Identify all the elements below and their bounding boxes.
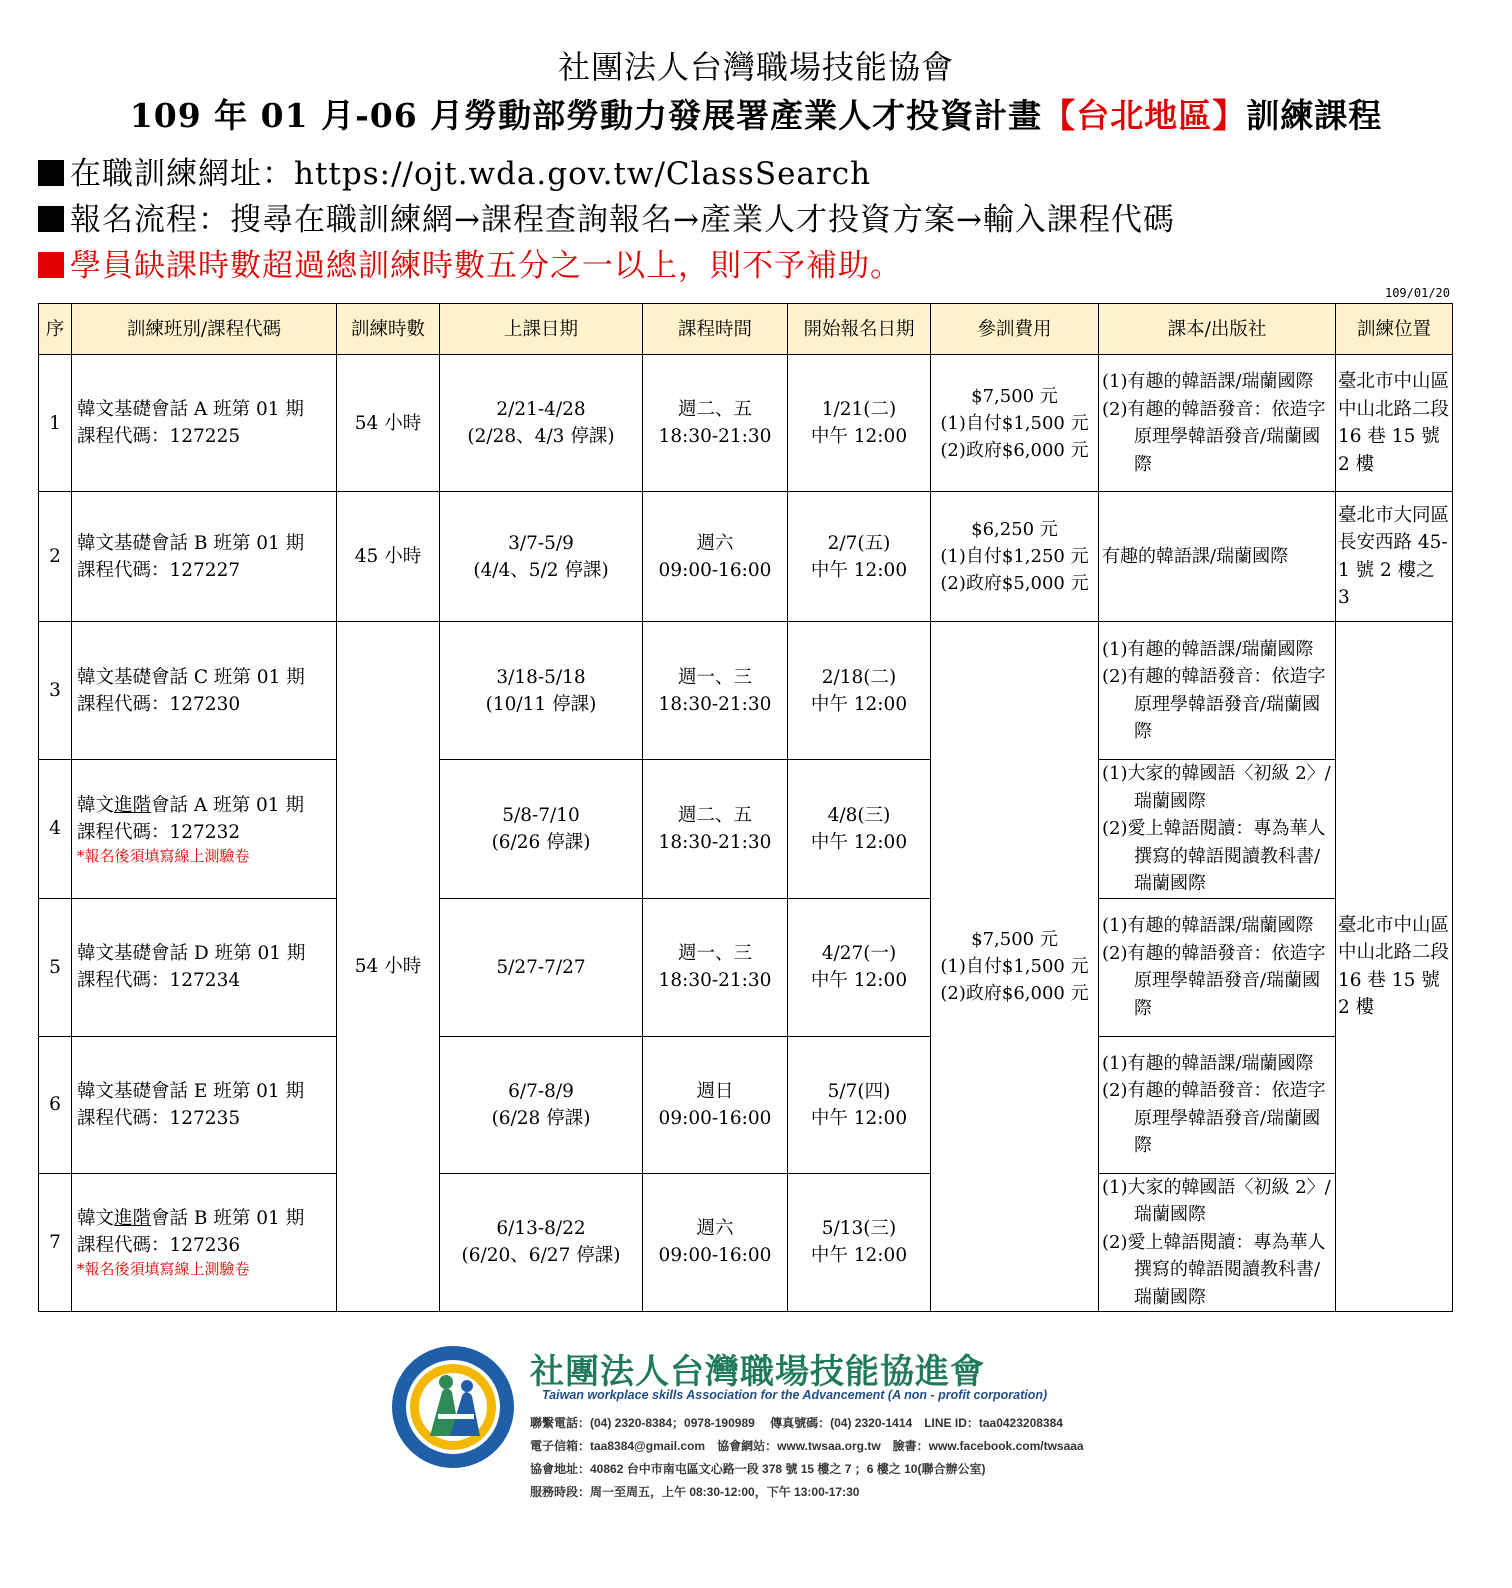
- book-item: (2)愛上韓語閱讀：專為華人撰寫的韓語閱讀教科書/瑞蘭國際: [1102, 818, 1326, 894]
- warning-text: 學員缺課時數超過總訓練時數五分之一以上，則不予補助。: [70, 248, 902, 284]
- fee-self: (1)自付$1,500 元: [940, 956, 1089, 977]
- class-name: 韓文基礎會話 E 班第 01 期: [77, 1080, 305, 1102]
- date-range: 3/7-5/9: [508, 532, 574, 554]
- location-cell: 臺北市大同區長安西路 45-1 號 2 樓之 3: [1336, 492, 1453, 622]
- time-range: 09:00-16:00: [658, 559, 772, 581]
- header-location: 訓練位置: [1336, 304, 1453, 355]
- book-item: (2)愛上韓語閱讀：專為華人撰寫的韓語閱讀教科書/瑞蘭國際: [1102, 1231, 1326, 1308]
- dates-cell: [440, 622, 643, 760]
- square-bullet-icon: [38, 252, 64, 278]
- main-title-suffix: 訓練課程: [1246, 96, 1383, 135]
- row-number: 1: [39, 355, 72, 492]
- time-range: 18:30-21:30: [658, 831, 772, 853]
- class-name: 韓文基礎會話 A 班第 01 期: [77, 399, 304, 420]
- time-cell: [643, 898, 788, 1036]
- course-table: [38, 303, 1453, 1312]
- row-number: 3: [39, 622, 72, 760]
- time-cell: [643, 492, 788, 622]
- book-item: 有趣的韓語課/瑞蘭國際: [1102, 545, 1289, 567]
- table-header-row: [39, 304, 1453, 355]
- time-range: 09:00-16:00: [658, 1245, 772, 1267]
- class-name-suffix: 會話 A 班第 01 期: [151, 794, 304, 816]
- registration-cell: [788, 898, 931, 1036]
- book-cell: [1099, 898, 1336, 1036]
- table-row: [39, 760, 1453, 899]
- date-range: 5/27-7/27: [496, 956, 586, 978]
- book-item: (1)有趣的韓語課/瑞蘭國際: [1102, 371, 1314, 392]
- contact-phone: 聯繫電話：(04) 2320-8384；0978-190989 傳真號碼：(04) 2320-1414 LINE ID：taa0423208384: [530, 1416, 1063, 1430]
- date-suspended: (6/28 停課): [491, 1107, 591, 1129]
- book-cell: [1099, 355, 1336, 492]
- book-item: (1)有趣的韓語課/瑞蘭國際: [1102, 915, 1314, 936]
- header-no: 序: [39, 304, 72, 355]
- course-code: 課程代碼：127236: [77, 1235, 241, 1257]
- course-code: 課程代碼：127227: [77, 559, 241, 581]
- date-range: 2/21-4/28: [496, 399, 586, 420]
- class-cell: [72, 898, 337, 1036]
- class-name-prefix: 韓文: [77, 794, 115, 816]
- table-row: [39, 492, 1453, 622]
- main-title-prefix: 109 年 01 月-06 月勞動部勞動力發展署產業人才投資計畫: [129, 96, 1043, 135]
- contact-email: 電子信箱：taa8384@gmail.com 協會網站：www.twsaa.org.tw 臉書：www.facebook.com/twsaaa: [530, 1439, 1084, 1453]
- time-cell: [643, 1173, 788, 1312]
- registration-cell: [788, 622, 931, 760]
- row-number: 5: [39, 898, 72, 1036]
- weekday: 週二、五: [677, 804, 752, 826]
- header-registration: 開始報名日期: [788, 304, 931, 355]
- class-name: [77, 792, 336, 819]
- time-cell: [643, 1036, 788, 1173]
- reg-date: 4/8(三): [827, 804, 891, 826]
- weekday: 週二、五: [677, 399, 752, 420]
- reg-time: 中午 12:00: [810, 1245, 908, 1267]
- hours-cell: 45 小時: [337, 492, 440, 622]
- class-name: 韓文基礎會話 D 班第 01 期: [77, 943, 306, 964]
- fee-total: $7,500 元: [971, 385, 1058, 407]
- fee-gov: (2)政府$6,000 元: [940, 439, 1089, 461]
- book-cell: [1099, 760, 1336, 899]
- contact-hours: 服務時段：周一至周五，上午 08:30-12:00，下午 13:00-17:30: [530, 1485, 860, 1499]
- contact-address: 協會地址：40862 台中市南屯區文心路一段 378 號 15 樓之 7 ；6 樓之 10(聯合辦公室): [530, 1462, 986, 1476]
- dates-cell: [440, 1173, 643, 1312]
- header-time: 課程時間: [643, 304, 788, 355]
- registration-cell: [788, 1036, 931, 1173]
- fee-cell: [931, 492, 1099, 622]
- dates-cell: [440, 1036, 643, 1173]
- date-suspended: (6/20、6/27 停課): [461, 1245, 621, 1267]
- main-title: [0, 90, 1512, 137]
- time-cell: [643, 622, 788, 760]
- url-line: [38, 148, 871, 193]
- course-code: 課程代碼：127225: [77, 426, 241, 447]
- book-cell: [1099, 1173, 1336, 1312]
- square-bullet-icon: [38, 160, 64, 186]
- book-cell: [1099, 622, 1336, 760]
- hours-cell-merged: 54 小時: [337, 622, 440, 1312]
- class-cell: [72, 760, 337, 899]
- header-hours: 訓練時數: [337, 304, 440, 355]
- dates-cell: [440, 760, 643, 899]
- table-row: [39, 1173, 1453, 1312]
- reg-date: 5/7(四): [827, 1080, 891, 1102]
- hours-cell: 54 小時: [337, 355, 440, 492]
- registration-cell: [788, 355, 931, 492]
- course-code: 課程代碼：127234: [77, 970, 241, 991]
- process-line: [38, 194, 1175, 239]
- header-dates: 上課日期: [440, 304, 643, 355]
- footer-org-info: [390, 1340, 1150, 1510]
- dates-cell: [440, 355, 643, 492]
- dates-cell: [440, 492, 643, 622]
- row-number: 6: [39, 1036, 72, 1173]
- book-item: (1)大家的韓國語〈初級 2〉/瑞蘭國際: [1102, 1176, 1331, 1225]
- date-suspended: (10/11 停課): [485, 693, 597, 715]
- location-cell: 臺北市中山區中山北路二段 16 巷 15 號 2 樓: [1336, 355, 1453, 492]
- time-cell: [643, 760, 788, 899]
- fee-cell: [931, 355, 1099, 492]
- class-name: [77, 1205, 336, 1232]
- class-level-advanced: 進階: [114, 794, 152, 816]
- reg-date: 1/21(二): [821, 399, 897, 420]
- book-item: (2)有趣的韓語發音：依造字原理學韓語發音/瑞蘭國際: [1102, 1080, 1326, 1156]
- book-item: (1)有趣的韓語課/瑞蘭國際: [1102, 1052, 1314, 1074]
- reg-date: 2/7(五): [827, 532, 891, 554]
- book-item: (2)有趣的韓語發音：依造字原理學韓語發音/瑞蘭國際: [1102, 942, 1326, 1019]
- location-cell-merged: 臺北市中山區中山北路二段 16 巷 15 號 2 樓: [1336, 622, 1453, 1312]
- association-logo-icon: [390, 1344, 516, 1470]
- fee-total: $6,250 元: [971, 519, 1058, 540]
- weekday: 週一、三: [677, 666, 752, 688]
- book-item: (1)有趣的韓語課/瑞蘭國際: [1102, 638, 1314, 660]
- class-cell: [72, 1173, 337, 1312]
- date-suspended: (2/28、4/3 停課): [467, 426, 615, 447]
- course-code: 課程代碼：127230: [77, 693, 241, 715]
- book-item: (1)大家的韓國語〈初級 2〉/瑞蘭國際: [1102, 763, 1331, 812]
- book-item: (2)有趣的韓語發音：依造字原理學韓語發音/瑞蘭國際: [1102, 398, 1326, 475]
- header-class: 訓練班別/課程代碼: [72, 304, 337, 355]
- registration-cell: [788, 760, 931, 899]
- fee-cell-merged: [931, 622, 1099, 1312]
- reg-date: 4/27(一): [821, 943, 897, 964]
- dates-cell: [440, 898, 643, 1036]
- class-name: 韓文基礎會話 C 班第 01 期: [77, 666, 305, 688]
- date-range: 3/18-5/18: [496, 666, 586, 688]
- reg-date: 5/13(三): [821, 1218, 897, 1240]
- url-text: 在職訓練網址：https://ojt.wda.gov.tw/ClassSearch: [70, 156, 872, 192]
- date-range: 6/13-8/22: [496, 1218, 586, 1240]
- class-cell: [72, 622, 337, 760]
- book-cell: [1099, 1036, 1336, 1173]
- reg-time: 中午 12:00: [810, 559, 908, 581]
- course-code: 課程代碼：127232: [77, 821, 241, 843]
- class-name-suffix: 會話 B 班第 01 期: [151, 1208, 305, 1230]
- reg-time: 中午 12:00: [810, 831, 908, 853]
- exam-note: *報名後須填寫線上測驗卷: [77, 1260, 250, 1279]
- org-title: 社團法人台灣職場技能協會: [557, 48, 954, 86]
- table-row: [39, 1036, 1453, 1173]
- reg-date: 2/18(二): [821, 666, 897, 688]
- fee-self: (1)自付$1,500 元: [940, 412, 1089, 434]
- course-code: 課程代碼：127235: [77, 1107, 241, 1129]
- registration-cell: [788, 492, 931, 622]
- header-fee: 參訓費用: [931, 304, 1099, 355]
- fee-self: (1)自付$1,250 元: [940, 546, 1089, 567]
- table-row: [39, 355, 1453, 492]
- time-range: 18:30-21:30: [658, 970, 772, 991]
- footer-org-name: 社團法人台灣職場技能協進會: [530, 1352, 985, 1392]
- class-cell: [72, 492, 337, 622]
- fee-gov: (2)政府$5,000 元: [940, 573, 1089, 594]
- process-text: 報名流程：搜尋在職訓練網→課程查詢報名→產業人才投資方案→輸入課程代碼: [70, 202, 1175, 238]
- date-suspended: (4/4、5/2 停課): [473, 559, 609, 581]
- fee-total: $7,500 元: [971, 929, 1058, 950]
- warning-line: [38, 240, 902, 285]
- book-item: (2)有趣的韓語發音：依造字原理學韓語發音/瑞蘭國際: [1102, 666, 1326, 742]
- date-range: 5/8-7/10: [502, 804, 580, 826]
- exam-note: *報名後須填寫線上測驗卷: [77, 846, 250, 865]
- date-stamp: 109/01/20: [1384, 286, 1450, 300]
- weekday: 週日: [696, 1080, 734, 1102]
- weekday: 週六: [696, 532, 734, 554]
- date-range: 6/7-8/9: [508, 1080, 574, 1102]
- date-suspended: (6/26 停課): [491, 831, 591, 853]
- time-range: 18:30-21:30: [658, 426, 772, 447]
- book-cell: [1099, 492, 1336, 622]
- footer-org-name-en: Taiwan workplace skills Association for the Advancement (A non - profit corporation): [542, 1388, 1048, 1402]
- time-range: 09:00-16:00: [658, 1107, 772, 1129]
- reg-time: 中午 12:00: [810, 970, 908, 991]
- table-row: [39, 898, 1453, 1036]
- row-number: 4: [39, 760, 72, 899]
- table-row: [39, 622, 1453, 760]
- class-cell: [72, 1036, 337, 1173]
- weekday: 週六: [696, 1218, 734, 1240]
- row-number: 2: [39, 492, 72, 622]
- registration-cell: [788, 1173, 931, 1312]
- reg-time: 中午 12:00: [810, 426, 908, 447]
- square-bullet-icon: [38, 206, 64, 232]
- header-book: 課本/出版社: [1099, 304, 1336, 355]
- class-name: 韓文基礎會話 B 班第 01 期: [77, 532, 305, 554]
- time-range: 18:30-21:30: [658, 693, 772, 715]
- reg-time: 中午 12:00: [810, 693, 908, 715]
- row-number: 7: [39, 1173, 72, 1312]
- fee-gov: (2)政府$6,000 元: [940, 983, 1089, 1004]
- class-name-prefix: 韓文: [77, 1208, 115, 1230]
- class-level-advanced: 進階: [114, 1208, 152, 1230]
- main-title-region: 【台北地區】: [1042, 96, 1247, 135]
- weekday: 週一、三: [677, 943, 752, 964]
- time-cell: [643, 355, 788, 492]
- class-cell: [72, 355, 337, 492]
- reg-time: 中午 12:00: [810, 1107, 908, 1129]
